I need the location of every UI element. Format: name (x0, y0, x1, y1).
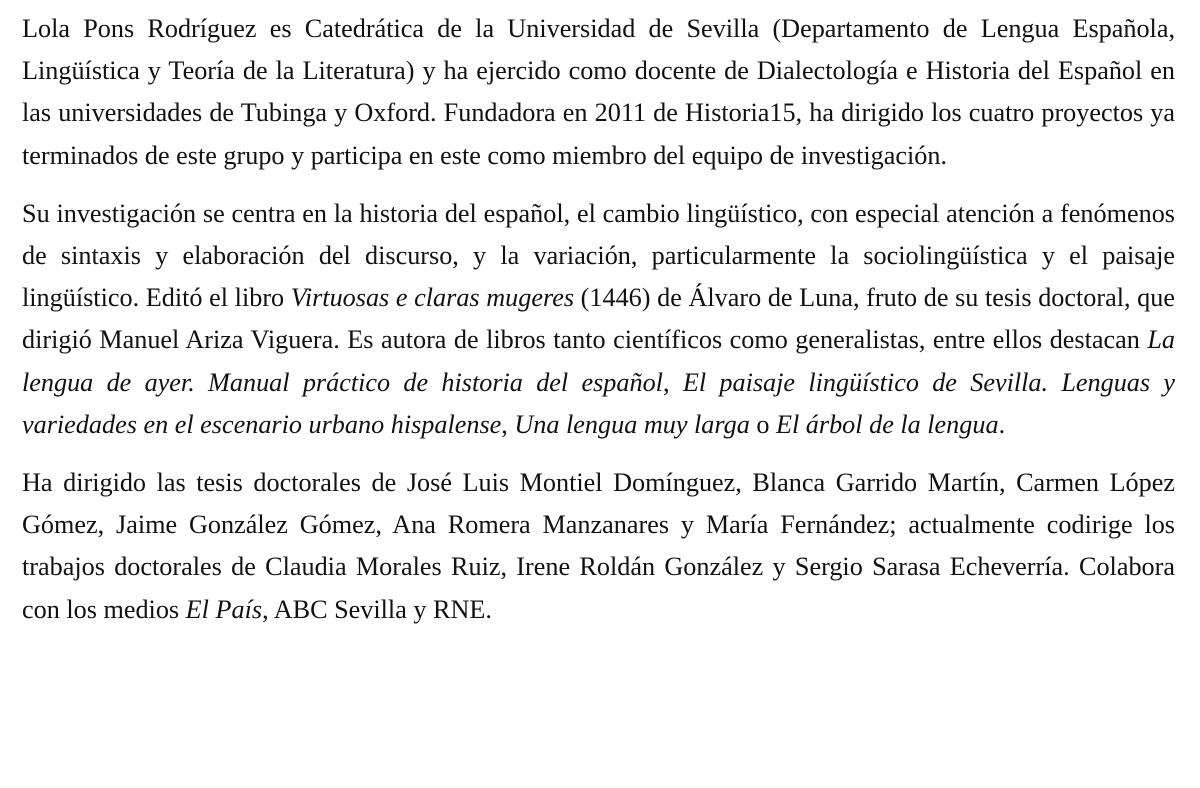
paragraph-2-separator-2: , (501, 409, 515, 439)
paragraph-3-text-2: , ABC Sevilla y RNE. (262, 594, 492, 624)
book-title-paisaje-linguistico: El paisaje lingüístico de Sevilla. Lenguas y variedades en el escenario urbano hispalense (22, 367, 1176, 439)
paragraph-2-separator-1: , (662, 367, 683, 397)
paragraph-2-text-2: (1446) de Álvaro de Luna, fruto de su tesis doctoral, que dirigió Manuel Ariza Viguera. Es autora de libros tanto científicos como generalistas, entre ellos destacan (22, 283, 1175, 355)
book-title-lengua-muy-larga: Una lengua muy larga (514, 409, 750, 439)
paragraph-supervision (22, 462, 1175, 631)
paragraph-2-conjunction: o (749, 409, 776, 439)
book-title-arbol-de-la-lengua: El árbol de la lengua (775, 409, 999, 439)
paragraph-3-text-1: Ha dirigido las tesis doctorales de José Luis Montiel Domínguez, Blanca Garrido Martín, Carmen López Gómez, Jaime González Gómez, Ana Romera Manzanares y María Fernández; actualmente codirige los trabajos doctorales de Claudia Morales Ruiz, Irene Roldán González y Sergio Sarasa Echeverría. Colabora con los medios (22, 468, 1175, 624)
book-title-lengua-de-ayer: La lengua de ayer. Manual práctico de historia del español (22, 325, 1175, 397)
paragraph-1-text: Lola Pons Rodríguez es Catedrática de la Universidad de Sevilla (Departamento de Lengua Española, Lingüística y Teoría de la Literatura) y ha ejercido como docente de Dialectología e Historia del Español en las universidades de Tubinga y Oxford. Fundadora en 2011 de Historia15, ha dirigido los cuatro proyectos ya terminados de este grupo y participa en este como miembro del equipo de investigación. (22, 14, 1175, 170)
book-title-virtuosas: Virtuosas e claras mugeres (290, 283, 575, 313)
paragraph-2-period: . (998, 409, 1006, 439)
paragraph-research (22, 193, 1175, 446)
paragraph-affiliation (22, 8, 1175, 177)
media-title-el-pais: El País (185, 594, 263, 624)
paragraph-2-text-1: Su investigación se centra en la historia del español, el cambio lingüístico, con especial atención a fenómenos de sintaxis y elaboración del discurso, y la variación, particularmente la sociolingüística y el paisaje lingüístico. Editó el libro (22, 198, 1175, 313)
